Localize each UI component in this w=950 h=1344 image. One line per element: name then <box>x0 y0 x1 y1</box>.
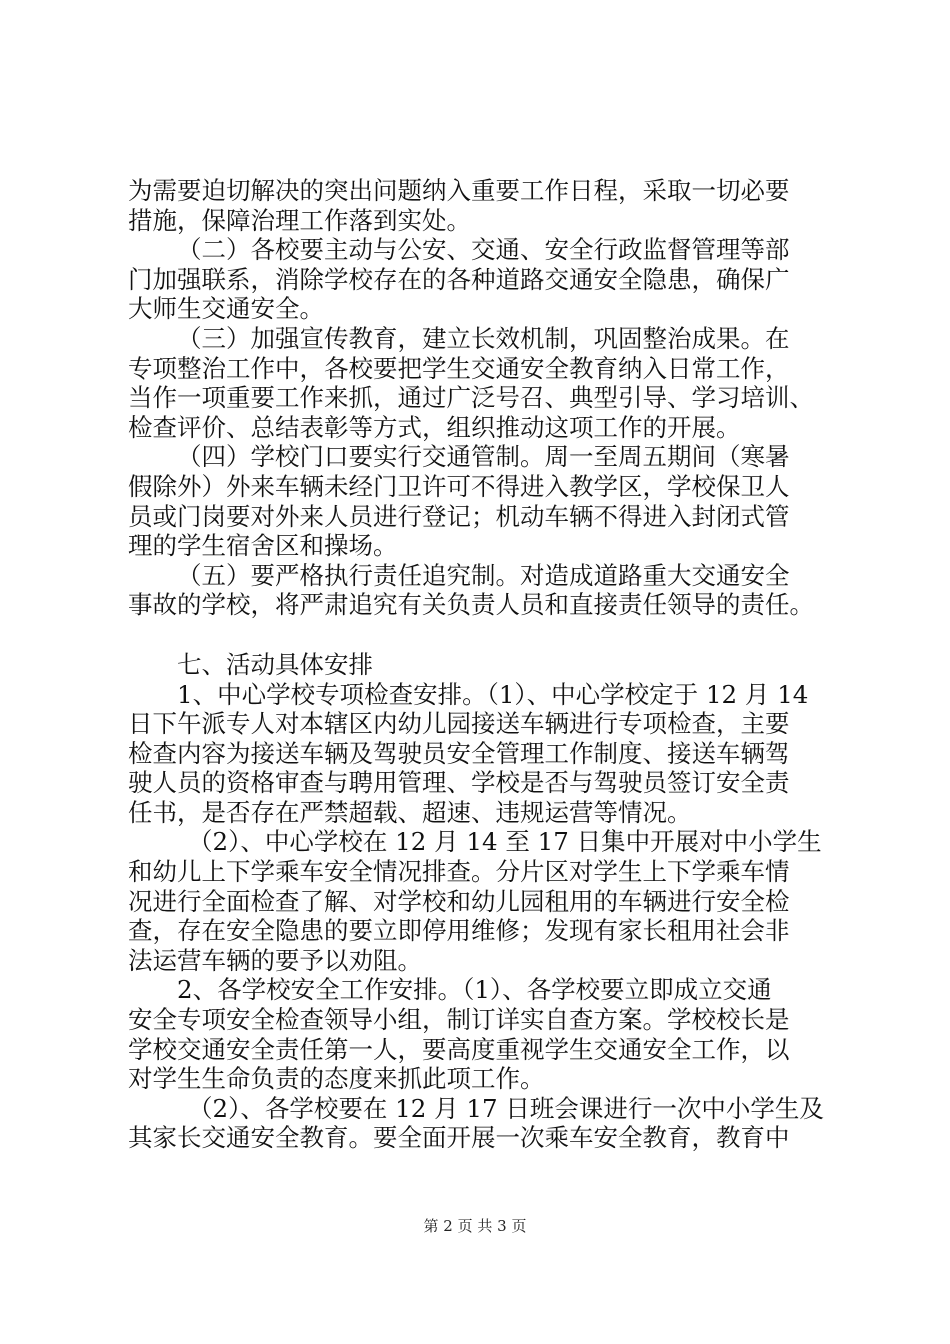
text-line: 事故的学校，将严肃追究有关负责人员和直接责任领导的责任。 <box>128 590 814 620</box>
paragraph-start-line: （2）、各学校要在 12 月 17 日班会课进行一次中小学生及 <box>188 1093 824 1123</box>
paragraph-start-line: 1、中心学校专项检查安排。（1）、中心学校定于 12 月 14 <box>177 679 809 709</box>
text-line: 检查内容为接送车辆及驾驶员安全管理工作制度、接送车辆驾 <box>128 738 790 768</box>
document-body <box>128 176 828 1153</box>
text-line: 其家长交通安全教育。要全面开展一次乘车安全教育，教育中 <box>128 1123 790 1153</box>
text-line: 学校交通安全责任第一人，要高度重视学生交通安全工作，以 <box>128 1034 790 1064</box>
paragraph-start-line: （2）、中心学校在 12 月 14 至 17 日集中开展对中小学生 <box>188 827 822 857</box>
text-line: 查，存在安全隐患的要立即停用维修；发现有家长租用社会非 <box>128 916 790 946</box>
paragraph-start-line: （五）要严格执行责任追究制。对造成道路重大交通安全 <box>177 560 790 590</box>
paragraph-start-line: （三）加强宣传教育，建立长效机制，巩固整治成果。在 <box>177 323 790 353</box>
text-line: 当作一项重要工作来抓，通过广泛号召、典型引导、学习培训、 <box>128 383 814 413</box>
text-line: 和幼儿上下学乘车安全情况排查。分片区对学生上下学乘车情 <box>128 857 790 887</box>
text-line: 况进行全面检查了解、对学校和幼儿园租用的车辆进行安全检 <box>128 886 790 916</box>
text-line: 专项整治工作中，各校要把学生交通安全教育纳入日常工作， <box>128 353 790 383</box>
text-line: 措施，保障治理工作落到实处。 <box>128 205 471 235</box>
text-line: 日下午派专人对本辖区内幼儿园接送车辆进行专项检查，主要 <box>128 709 790 739</box>
text-line: 任书，是否存在严禁超载、超速、违规运营等情况。 <box>128 797 692 827</box>
text-line: 理的学生宿舍区和操场。 <box>128 531 398 561</box>
paragraph-start-line: （四）学校门口要实行交通管制。周一至周五期间（寒暑 <box>177 442 790 472</box>
page-number-footer: 第 2 页 共 3 页 <box>423 1217 527 1235</box>
text-line: 驶人员的资格审查与聘用管理、学校是否与驾驶员签订安全责 <box>128 768 790 798</box>
text-line: 门加强联系，消除学校存在的各种道路交通安全隐患，确保广 <box>128 264 790 294</box>
text-line: 为需要迫切解决的突出问题纳入重要工作日程，采取一切必要 <box>128 176 790 205</box>
text-line: 假除外）外来车辆未经门卫许可不得进入教学区，学校保卫人 <box>128 471 790 501</box>
text-line: 大师生交通安全。 <box>128 294 324 324</box>
text-line: 安全专项安全检查领导小组，制订详实自查方案。学校校长是 <box>128 1005 790 1035</box>
text-line: 对学生生命负责的态度来抓此项工作。 <box>128 1064 545 1094</box>
paragraph-start-line: （二）各校要主动与公安、交通、安全行政监督管理等部 <box>177 235 790 265</box>
paragraph-start-line: 2、各学校安全工作安排。（1）、各学校要立即成立交通 <box>177 975 772 1005</box>
paragraph-gap <box>128 620 828 650</box>
section-heading: 七、活动具体安排 <box>177 649 373 679</box>
text-line: 检查评价、总结表彰等方式，组织推动这项工作的开展。 <box>128 412 741 442</box>
text-line: 法运营车辆的要予以劝阻。 <box>128 945 422 975</box>
text-line: 员或门岗要对外来人员进行登记；机动车辆不得进入封闭式管 <box>128 501 790 531</box>
